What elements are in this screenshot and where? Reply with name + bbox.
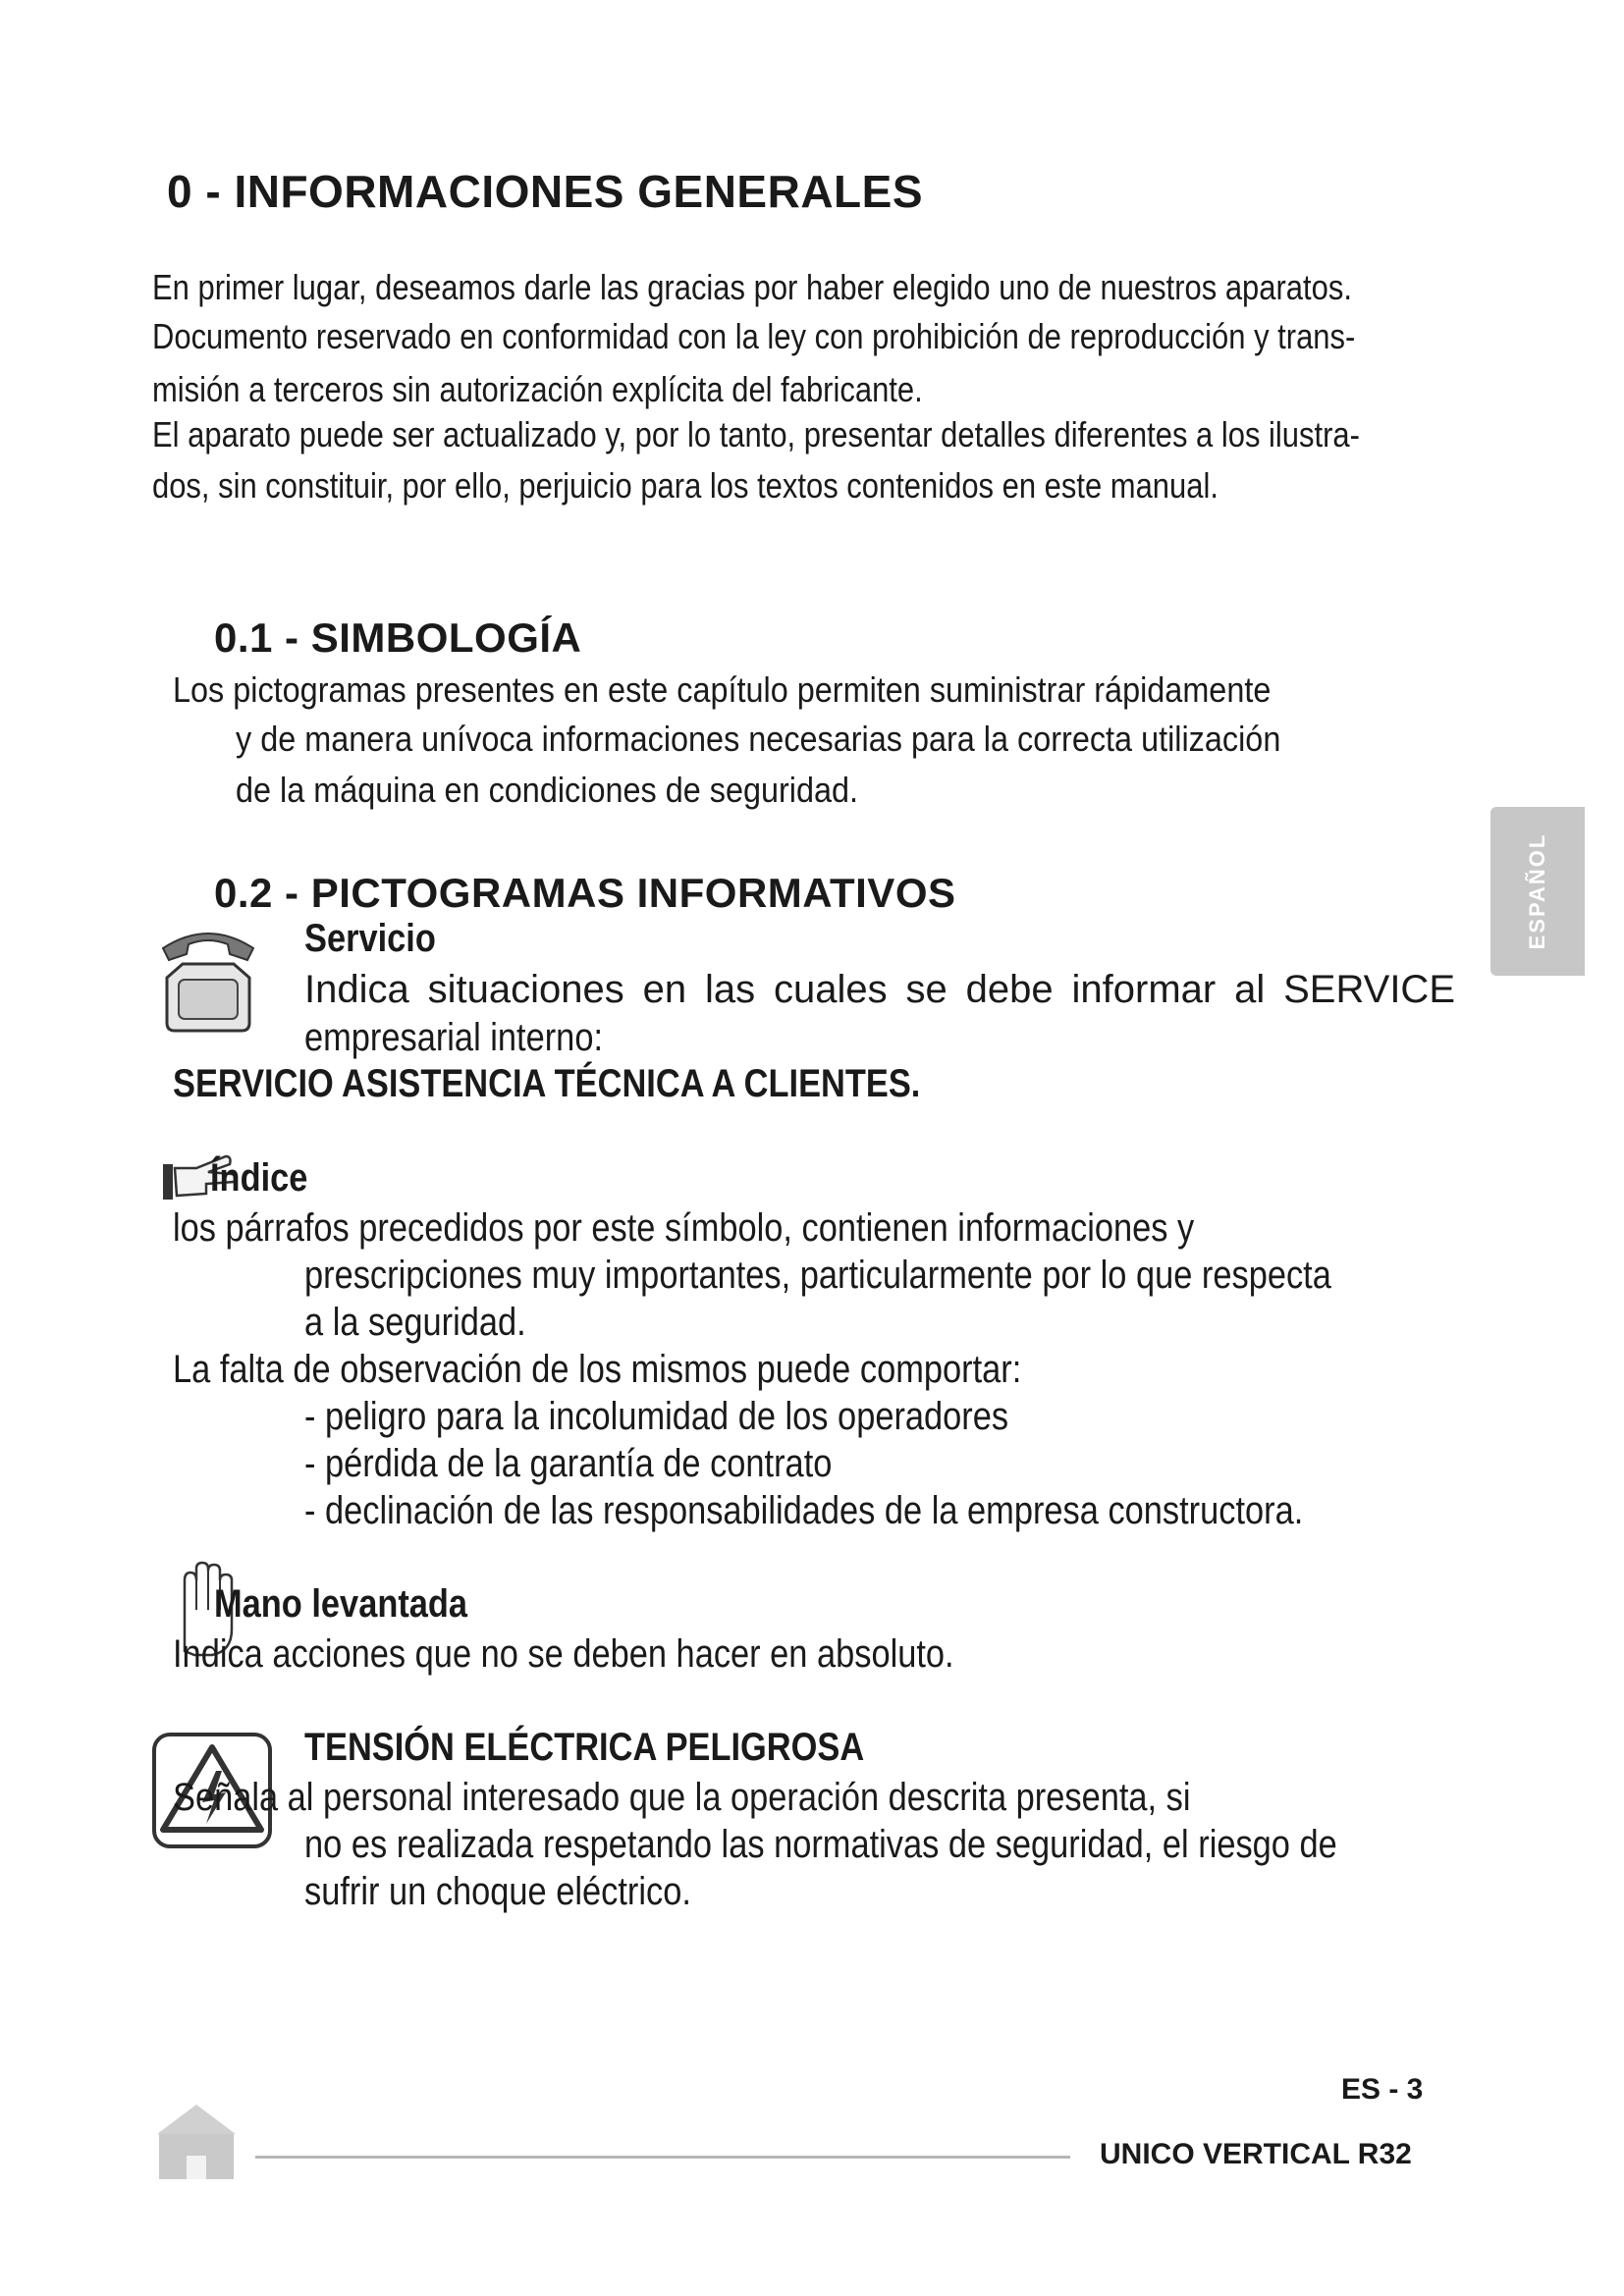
item-title: TENSIÓN ELÉCTRICA PELIGROSA (304, 1726, 865, 1769)
product-name: UNICO VERTICAL R32 (1100, 2138, 1412, 2170)
paragraph-line: Señala al personal interesado que la operación descrita presenta, si (173, 1776, 1191, 1819)
paragraph-line: prescripciones muy importantes, particularmente por lo que respecta (304, 1254, 1331, 1297)
language-tab (1490, 807, 1585, 976)
paragraph-line: a la seguridad. (304, 1301, 526, 1344)
paragraph-line: no es realizada respetando las normativas de seguridad, el riesgo de (304, 1823, 1337, 1866)
paragraph-line: empresarial interno: (304, 1016, 604, 1059)
item-title: Mano levantada (214, 1582, 468, 1626)
paragraph-line: misión a terceros sin autorización explícita del fabricante. (152, 369, 923, 409)
paragraph-line: En primer lugar, deseamos darle las gracias por haber elegido uno de nuestros aparatos. (152, 267, 1352, 307)
paragraph-line: Indica situaciones en las cuales se debe informar al SERVICE (304, 968, 1455, 1011)
footer-rule (255, 2156, 1070, 2159)
section-title: 0.2 - PICTOGRAMAS INFORMATIVOS (214, 870, 956, 916)
paragraph-line: El aparato puede ser actualizado y, por lo tanto, presentar detalles diferentes a los ilustra- (152, 414, 1360, 454)
emphasis-line: SERVICIO ASISTENCIA TÉCNICA A CLIENTES. (173, 1062, 921, 1105)
paragraph-line: Documento reservado en conformidad con la ley con prohibición de reproducción y trans- (152, 316, 1356, 356)
language-tab-label: ESPAÑOL (1525, 832, 1549, 950)
list-item: - declinación de las responsabilidades de la empresa constructora. (304, 1489, 1304, 1532)
paragraph-line: sufrir un choque eléctrico. (304, 1870, 691, 1913)
item-title: Servicio (304, 917, 436, 960)
section-title: 0 - INFORMACIONES GENERALES (167, 166, 924, 217)
item-title: Índice (210, 1156, 308, 1200)
paragraph-line: de la máquina en condiciones de seguridad. (236, 770, 859, 810)
list-item: - peligro para la incolumidad de los operadores (304, 1395, 1009, 1438)
paragraph-line: Los pictogramas presentes en este capítulo permiten suministrar rápidamente (173, 669, 1272, 710)
paragraph-line: Indica acciones que no se deben hacer en absoluto. (173, 1632, 954, 1676)
home-icon[interactable] (155, 2101, 238, 2179)
list-item: - pérdida de la garantía de contrato (304, 1442, 833, 1485)
section-title: 0.1 - SIMBOLOGÍA (214, 614, 582, 661)
telephone-icon (153, 921, 263, 1035)
paragraph-line: los párrafos precedidos por este símbolo, contienen informaciones y (173, 1206, 1195, 1250)
paragraph-line: y de manera unívoca informaciones necesarias para la correcta utilización (236, 719, 1281, 759)
paragraph-line: La falta de observación de los mismos puede comportar: (173, 1348, 1022, 1391)
paragraph-line: dos, sin constituir, por ello, perjuicio para los textos contenidos en este manual. (152, 465, 1218, 506)
page-number: ES - 3 (1341, 2073, 1424, 2106)
